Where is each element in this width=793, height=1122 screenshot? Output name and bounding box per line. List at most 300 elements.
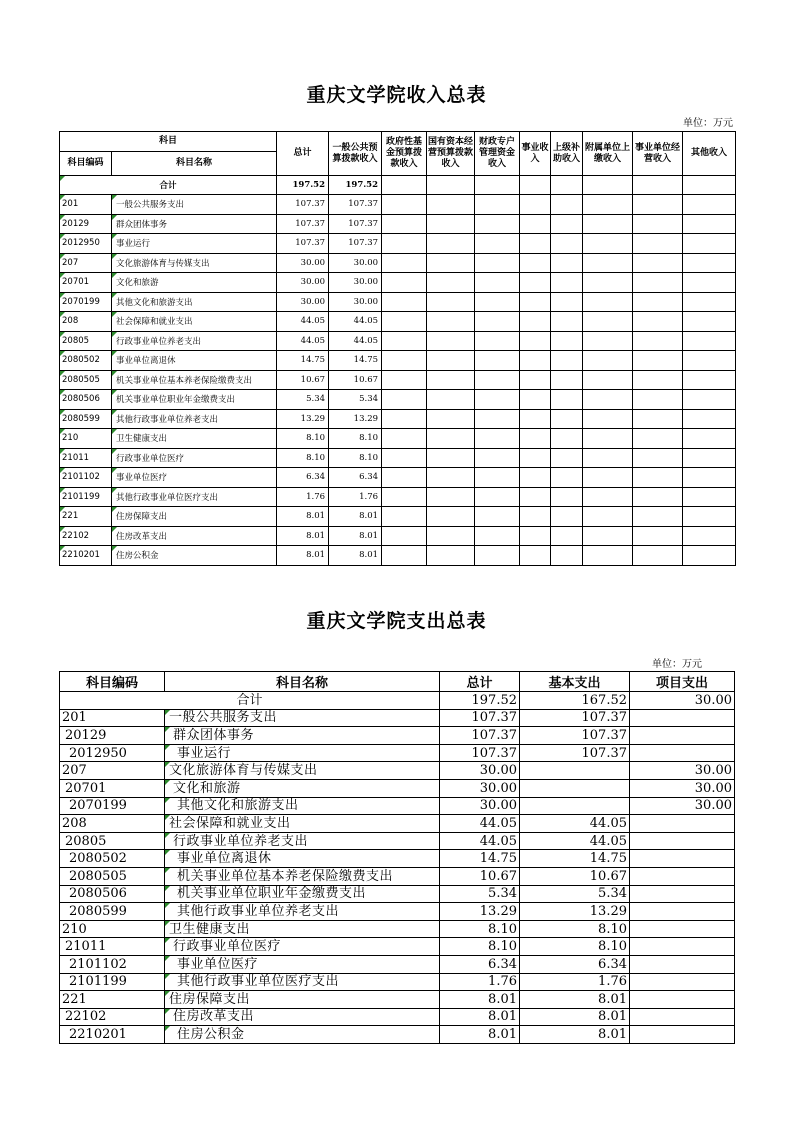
- empty-cell: [475, 546, 520, 566]
- name-cell: 其他行政事业单位医疗支出: [112, 487, 277, 507]
- empty-cell: [551, 546, 583, 566]
- project-cell: 30.00: [630, 797, 735, 815]
- empty-cell: [475, 214, 520, 234]
- empty-cell: [382, 351, 427, 371]
- empty-cell: [382, 448, 427, 468]
- project-cell: [630, 832, 735, 850]
- total-cell: 30.00: [277, 292, 329, 312]
- empty-cell: [551, 351, 583, 371]
- expense-total-row: [60, 692, 735, 710]
- code-cell: 201: [60, 195, 112, 215]
- empty-cell: [683, 370, 736, 390]
- empty-cell: [475, 292, 520, 312]
- name-cell: 其他行政事业单位医疗支出: [165, 973, 440, 991]
- empty-cell: [683, 429, 736, 449]
- basic-cell: 6.34: [520, 955, 630, 973]
- total-cell: 107.37: [277, 214, 329, 234]
- code-cell: 208: [60, 312, 112, 332]
- code-cell: 2012950: [60, 744, 165, 762]
- general-cell: 30.00: [329, 273, 382, 293]
- basic-cell: [520, 762, 630, 780]
- general-cell: 1.76: [329, 487, 382, 507]
- empty-cell: [583, 370, 633, 390]
- empty-cell: [633, 468, 683, 488]
- basic-cell: 107.37: [520, 709, 630, 727]
- empty-cell: [683, 448, 736, 468]
- code-cell: 210: [60, 429, 112, 449]
- total-cell: 13.29: [277, 409, 329, 429]
- empty-cell: [520, 409, 551, 429]
- empty-cell: [475, 448, 520, 468]
- project-cell: [630, 1026, 735, 1044]
- project-cell: [630, 727, 735, 745]
- code-cell: 20129: [60, 727, 165, 745]
- project-cell: [630, 991, 735, 1009]
- total-cell: 30.00: [277, 253, 329, 273]
- general-cell: 8.01: [329, 546, 382, 566]
- code-cell: 2080599: [60, 409, 112, 429]
- total-cell: 14.75: [440, 850, 520, 868]
- total-cell: 8.10: [440, 938, 520, 956]
- empty-cell: [475, 468, 520, 488]
- empty-cell: [382, 292, 427, 312]
- table-row: [60, 390, 736, 410]
- other-income-header: 其他收入: [683, 132, 736, 176]
- expense-unit-label: 单位：万元: [652, 659, 702, 670]
- project-cell: 30.00: [630, 779, 735, 797]
- total-cell: 1.76: [277, 487, 329, 507]
- table-row: [60, 214, 736, 234]
- table-row: [60, 448, 736, 468]
- name-cell: 一般公共服务支出: [165, 709, 440, 727]
- empty-cell: [427, 214, 475, 234]
- table-row: [60, 1026, 735, 1044]
- basic-cell: 107.37: [520, 727, 630, 745]
- empty-cell: [382, 214, 427, 234]
- table-row: [60, 1008, 735, 1026]
- empty-cell: [520, 507, 551, 527]
- income-summary-table: [59, 131, 736, 566]
- empty-cell: [583, 448, 633, 468]
- superior-subsidy-header: 上级补助收入: [551, 132, 583, 176]
- table-row: [60, 885, 735, 903]
- empty-cell: [382, 487, 427, 507]
- general-cell: 107.37: [329, 214, 382, 234]
- empty-cell: [633, 234, 683, 254]
- total-cell: 8.01: [277, 546, 329, 566]
- empty-cell: [633, 273, 683, 293]
- general-cell: 8.10: [329, 448, 382, 468]
- total-cell: 6.34: [440, 955, 520, 973]
- total-cell: 107.37: [277, 195, 329, 215]
- empty-cell: [583, 195, 633, 215]
- empty-cell: [382, 546, 427, 566]
- empty-cell: [520, 448, 551, 468]
- project-cell: [630, 1008, 735, 1026]
- total-general: 197.52: [329, 176, 382, 195]
- empty-cell: [475, 273, 520, 293]
- table-row: [60, 938, 735, 956]
- empty-cell: [683, 546, 736, 566]
- code-cell: 2101199: [60, 487, 112, 507]
- code-cell: 2070199: [60, 292, 112, 312]
- name-cell: 事业单位医疗: [112, 468, 277, 488]
- empty-cell: [520, 253, 551, 273]
- empty-cell: [382, 370, 427, 390]
- general-cell: 107.37: [329, 234, 382, 254]
- project-cell: [630, 867, 735, 885]
- basic-cell: 10.67: [520, 867, 630, 885]
- name-cell: 行政事业单位医疗: [165, 938, 440, 956]
- table-row: [60, 920, 735, 938]
- total-cell: 107.37: [440, 709, 520, 727]
- empty-cell: [475, 195, 520, 215]
- name-cell: 社会保障和就业支出: [165, 815, 440, 833]
- basic-cell: 107.37: [520, 744, 630, 762]
- basic-cell: 8.10: [520, 938, 630, 956]
- total-cell: 5.34: [440, 885, 520, 903]
- empty-cell: [633, 526, 683, 546]
- empty-cell: [583, 351, 633, 371]
- table-row: [60, 903, 735, 921]
- table-row: [60, 292, 736, 312]
- general-cell: 5.34: [329, 390, 382, 410]
- project-cell: [630, 815, 735, 833]
- total-cell: 6.34: [277, 468, 329, 488]
- empty-cell: [427, 253, 475, 273]
- expense-project-header: 项目支出: [630, 672, 735, 692]
- name-cell: 事业运行: [165, 744, 440, 762]
- code-cell: 207: [60, 253, 112, 273]
- name-cell: 文化旅游体育与传媒支出: [165, 762, 440, 780]
- empty-cell: [633, 487, 683, 507]
- general-cell: 30.00: [329, 253, 382, 273]
- name-cell: 行政事业单位养老支出: [165, 832, 440, 850]
- empty-cell: [427, 526, 475, 546]
- expense-name-header: 科目名称: [165, 672, 440, 692]
- project-cell: [630, 885, 735, 903]
- code-cell: 22102: [60, 1008, 165, 1026]
- empty-cell: [633, 546, 683, 566]
- empty-cell: [551, 370, 583, 390]
- total-cell: 8.10: [440, 920, 520, 938]
- empty-cell: [382, 429, 427, 449]
- basic-cell: 8.01: [520, 1026, 630, 1044]
- table-row: [60, 955, 735, 973]
- empty-cell: [427, 546, 475, 566]
- empty-cell: [475, 507, 520, 527]
- empty-cell: [683, 234, 736, 254]
- empty-cell: [520, 273, 551, 293]
- empty-cell: [475, 390, 520, 410]
- name-cell: 其他行政事业单位养老支出: [112, 409, 277, 429]
- empty-cell: [427, 448, 475, 468]
- empty-cell: [633, 448, 683, 468]
- table-row: [60, 991, 735, 1009]
- total-cell: 1.76: [440, 973, 520, 991]
- empty-cell: [583, 546, 633, 566]
- table-row: [60, 797, 735, 815]
- total-cell: 30.00: [277, 273, 329, 293]
- empty-cell: [427, 487, 475, 507]
- table-row: [60, 709, 735, 727]
- empty-cell: [520, 370, 551, 390]
- empty-cell: [633, 429, 683, 449]
- total-cell: 30.00: [440, 779, 520, 797]
- name-cell: 文化和旅游: [112, 273, 277, 293]
- empty-cell: [551, 195, 583, 215]
- general-cell: 13.29: [329, 409, 382, 429]
- table-row: [60, 273, 736, 293]
- affiliated-unit-header: 附属单位上缴收入: [583, 132, 633, 176]
- table-row: [60, 867, 735, 885]
- basic-cell: 13.29: [520, 903, 630, 921]
- table-row: [60, 370, 736, 390]
- table-row: [60, 546, 736, 566]
- empty-cell: [520, 195, 551, 215]
- name-cell: 事业单位离退休: [165, 850, 440, 868]
- general-cell: 44.05: [329, 331, 382, 351]
- empty-cell: [583, 526, 633, 546]
- empty-cell: [382, 526, 427, 546]
- empty-cell: [427, 234, 475, 254]
- empty-cell: [551, 273, 583, 293]
- expense-table-title: 重庆文学院支出总表: [306, 610, 487, 632]
- expense-total-project: 30.00: [630, 692, 735, 710]
- empty-cell: [583, 253, 633, 273]
- code-cell: 221: [60, 507, 112, 527]
- table-row: [60, 468, 736, 488]
- table-row: [60, 195, 736, 215]
- empty-cell: [427, 507, 475, 527]
- total-cell: 8.01: [277, 526, 329, 546]
- empty-cell: [427, 468, 475, 488]
- table-row: [60, 815, 735, 833]
- code-cell: 2080506: [60, 390, 112, 410]
- expense-total-header: 总计: [440, 672, 520, 692]
- code-cell: 2012950: [60, 234, 112, 254]
- empty-cell: [382, 390, 427, 410]
- general-cell: 8.10: [329, 429, 382, 449]
- name-cell: 住房改革支出: [112, 526, 277, 546]
- empty-cell: [427, 429, 475, 449]
- name-cell: 文化和旅游: [165, 779, 440, 797]
- empty-cell: [583, 429, 633, 449]
- total-row: [60, 176, 736, 195]
- empty-cell: [382, 253, 427, 273]
- code-cell: 208: [60, 815, 165, 833]
- total-cell: 5.34: [277, 390, 329, 410]
- empty-cell: [551, 429, 583, 449]
- expense-code-header: 科目编码: [60, 672, 165, 692]
- code-header: 科目编码: [60, 152, 112, 176]
- code-cell: 2101199: [60, 973, 165, 991]
- empty-cell: [683, 390, 736, 410]
- empty-cell: [683, 409, 736, 429]
- name-header: 科目名称: [112, 152, 277, 176]
- empty-cell: [427, 292, 475, 312]
- name-cell: 机关事业单位职业年金缴费支出: [112, 390, 277, 410]
- code-cell: 21011: [60, 448, 112, 468]
- total-cell: 8.10: [277, 448, 329, 468]
- total-cell: 44.05: [440, 832, 520, 850]
- name-cell: 一般公共服务支出: [112, 195, 277, 215]
- project-cell: [630, 938, 735, 956]
- empty-cell: [551, 312, 583, 332]
- empty-cell: [382, 507, 427, 527]
- total-cell: 44.05: [277, 331, 329, 351]
- name-cell: 事业单位离退休: [112, 351, 277, 371]
- empty-cell: [683, 351, 736, 371]
- empty-cell: [583, 234, 633, 254]
- empty-cell: [551, 409, 583, 429]
- total-cell: 44.05: [277, 312, 329, 332]
- name-cell: 群众团体事务: [112, 214, 277, 234]
- expense-total-basic: 167.52: [520, 692, 630, 710]
- code-cell: 2210201: [60, 1026, 165, 1044]
- project-cell: [630, 903, 735, 921]
- code-cell: 20701: [60, 779, 165, 797]
- basic-cell: 5.34: [520, 885, 630, 903]
- empty-cell: [475, 331, 520, 351]
- code-cell: 207: [60, 762, 165, 780]
- empty-cell: [633, 370, 683, 390]
- empty-cell: [520, 331, 551, 351]
- table-row: [60, 253, 736, 273]
- subject-header: 科目: [60, 132, 277, 152]
- table-row: [60, 487, 736, 507]
- code-cell: 2080505: [60, 370, 112, 390]
- empty-cell: [551, 253, 583, 273]
- empty-cell: [475, 370, 520, 390]
- code-cell: 2080505: [60, 867, 165, 885]
- project-cell: [630, 955, 735, 973]
- general-budget-header: 一般公共预算拨款收入: [329, 132, 382, 176]
- table-row: [60, 234, 736, 254]
- empty-cell: [382, 468, 427, 488]
- table-row: [60, 429, 736, 449]
- total-label: 合计: [60, 176, 277, 195]
- empty-cell: [475, 409, 520, 429]
- project-cell: [630, 709, 735, 727]
- code-cell: 2080599: [60, 903, 165, 921]
- empty-cell: [633, 409, 683, 429]
- total-cell: 30.00: [440, 797, 520, 815]
- code-cell: 2101102: [60, 468, 112, 488]
- name-cell: 社会保障和就业支出: [112, 312, 277, 332]
- basic-cell: 14.75: [520, 850, 630, 868]
- table-row: [60, 312, 736, 332]
- name-cell: 群众团体事务: [165, 727, 440, 745]
- general-cell: 44.05: [329, 312, 382, 332]
- empty-cell: [683, 312, 736, 332]
- code-cell: 210: [60, 920, 165, 938]
- empty-cell: [427, 273, 475, 293]
- basic-cell: 1.76: [520, 973, 630, 991]
- empty-cell: [683, 487, 736, 507]
- empty-cell: [633, 292, 683, 312]
- code-cell: 20805: [60, 331, 112, 351]
- code-cell: 20805: [60, 832, 165, 850]
- total-cell: 8.01: [440, 991, 520, 1009]
- empty-cell: [551, 448, 583, 468]
- empty-cell: [683, 331, 736, 351]
- empty-cell: [551, 234, 583, 254]
- name-cell: 事业运行: [112, 234, 277, 254]
- empty-cell: [427, 390, 475, 410]
- empty-cell: [551, 468, 583, 488]
- expense-total-total: 197.52: [440, 692, 520, 710]
- project-cell: [630, 973, 735, 991]
- total-header: 总计: [277, 132, 329, 176]
- general-cell: 14.75: [329, 351, 382, 371]
- empty-cell: [475, 234, 520, 254]
- total-cell: 107.37: [440, 727, 520, 745]
- empty-cell: [633, 351, 683, 371]
- empty-cell: [551, 507, 583, 527]
- total-total: 197.52: [277, 176, 329, 195]
- total-cell: 8.01: [440, 1026, 520, 1044]
- project-cell: [630, 920, 735, 938]
- name-cell: 机关事业单位职业年金缴费支出: [165, 885, 440, 903]
- code-cell: 2080502: [60, 351, 112, 371]
- empty-cell: [520, 312, 551, 332]
- name-cell: 文化旅游体育与传媒支出: [112, 253, 277, 273]
- empty-cell: [382, 273, 427, 293]
- empty-cell: [683, 292, 736, 312]
- special-account-header: 财政专户管理资金收入: [475, 132, 520, 176]
- basic-cell: 8.01: [520, 991, 630, 1009]
- empty-cell: [382, 234, 427, 254]
- empty-cell: [427, 370, 475, 390]
- empty-cell: [633, 214, 683, 234]
- empty-cell: [551, 292, 583, 312]
- empty-cell: [427, 312, 475, 332]
- table-row: [60, 351, 736, 371]
- general-cell: 10.67: [329, 370, 382, 390]
- code-cell: 2101102: [60, 955, 165, 973]
- basic-cell: 44.05: [520, 815, 630, 833]
- empty-cell: [633, 195, 683, 215]
- empty-cell: [427, 331, 475, 351]
- empty-cell: [551, 526, 583, 546]
- table-row: [60, 727, 735, 745]
- empty-cell: [583, 273, 633, 293]
- name-cell: 其他文化和旅游支出: [165, 797, 440, 815]
- table-row: [60, 973, 735, 991]
- code-cell: 21011: [60, 938, 165, 956]
- table-row: [60, 850, 735, 868]
- empty-cell: [520, 234, 551, 254]
- empty-cell: [551, 214, 583, 234]
- code-cell: 20129: [60, 214, 112, 234]
- empty-cell: [520, 390, 551, 410]
- basic-cell: 8.01: [520, 1008, 630, 1026]
- total-cell: 44.05: [440, 815, 520, 833]
- empty-cell: [551, 331, 583, 351]
- empty-cell: [475, 429, 520, 449]
- general-cell: 8.01: [329, 507, 382, 527]
- general-cell: 8.01: [329, 526, 382, 546]
- empty-cell: [583, 312, 633, 332]
- empty-cell: [520, 526, 551, 546]
- code-cell: 2210201: [60, 546, 112, 566]
- name-cell: 卫生健康支出: [165, 920, 440, 938]
- empty-cell: [551, 487, 583, 507]
- table-row: [60, 832, 735, 850]
- empty-cell: [520, 487, 551, 507]
- gov-fund-header: 政府性基金预算拨款收入: [382, 132, 427, 176]
